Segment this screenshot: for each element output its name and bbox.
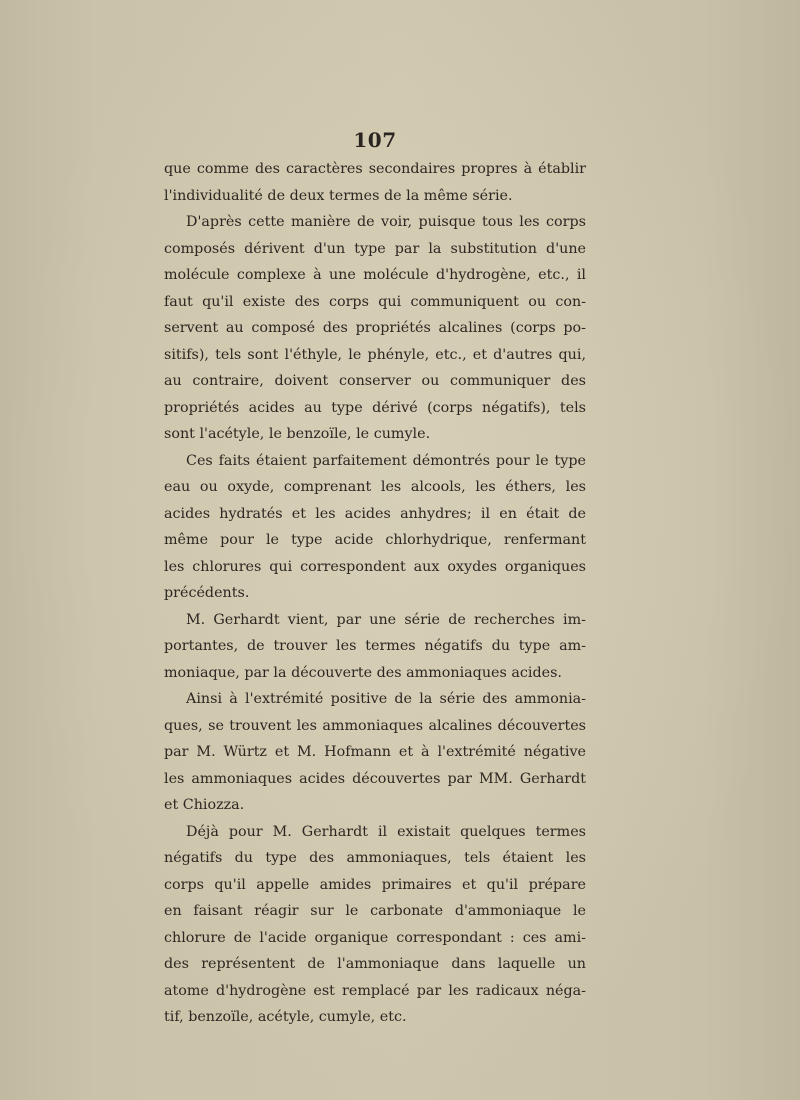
text-line: D'après cette manière de voir, puisque tous les corps	[186, 214, 586, 230]
text-line: les ammoniaques acides découvertes par MM. Gerhardt	[164, 770, 586, 787]
text-line: Déjà pour M. Gerhardt il existait quelques termes	[186, 823, 586, 840]
text-line: des représentent de l'ammoniaque dans laquelle un	[164, 956, 586, 972]
text-line: portantes, de trouver les termes négatifs du type am-	[164, 638, 586, 654]
text-line: les chlorures qui correspondent aux oxydes organiques	[164, 558, 586, 575]
text-line: que comme des caractères secondaires propres à établir	[164, 161, 586, 177]
text-line: en faisant réagir sur le carbonate d'ammoniaque le	[164, 903, 586, 919]
text-line: M. Gerhardt vient, par une série de recherches im-	[186, 611, 586, 628]
text-line: sont l'acétyle, le benzoïle, le cumyle.	[164, 426, 431, 442]
text-line: au contraire, doivent conserver ou communiquer des	[164, 373, 586, 389]
body-text	[164, 156, 586, 1031]
text-line: l'individualité de deux termes de la même série.	[164, 187, 513, 204]
text-line: et Chiozza.	[164, 797, 245, 813]
text-line: chlorure de l'acide organique correspondant : ces ami-	[164, 929, 586, 946]
text-line: tif, benzoïle, acétyle, cumyle, etc.	[164, 1009, 407, 1025]
text-line: Ainsi à l'extrémité positive de la série des ammonia-	[186, 691, 586, 707]
text-line: négatifs du type des ammoniaques, tels étaient les	[164, 850, 586, 866]
text-line: sitifs), tels sont l'éthyle, le phényle, etc., et d'autres qui,	[164, 346, 586, 363]
text-line: même pour le type acide chlorhydrique, renfermant	[164, 532, 586, 548]
text-line: servent au composé des propriétés alcalines (corps po-	[164, 320, 586, 336]
text-line: acides hydratés et les acides anhydres; il en était de	[164, 505, 586, 522]
text-line: précédents.	[164, 585, 250, 601]
text-line: ques, se trouvent les ammoniaques alcalines découvertes	[164, 717, 586, 734]
text-line: propriétés acides au type dérivé (corps négatifs), tels	[164, 399, 586, 416]
text-line: molécule complexe à une molécule d'hydrogène, etc., il	[164, 267, 586, 283]
text-line: par M. Würtz et M. Hofmann et à l'extrémité négative	[164, 744, 586, 760]
text-line: Ces faits étaient parfaitement démontrés pour le type	[186, 452, 586, 469]
text-line: atome d'hydrogène est remplacé par les radicaux néga-	[164, 982, 586, 999]
text-line: eau ou oxyde, comprenant les alcools, les éthers, les	[164, 479, 586, 495]
page-number: 107	[353, 128, 397, 152]
text-line: corps qu'il appelle amides primaires et qu'il prépare	[164, 876, 586, 893]
text-line: faut qu'il existe des corps qui communiquent ou con-	[164, 293, 586, 310]
text-line: moniaque, par la découverte des ammoniaques acides.	[164, 664, 562, 681]
text-line: composés dérivent d'un type par la substitution d'une	[164, 240, 586, 257]
